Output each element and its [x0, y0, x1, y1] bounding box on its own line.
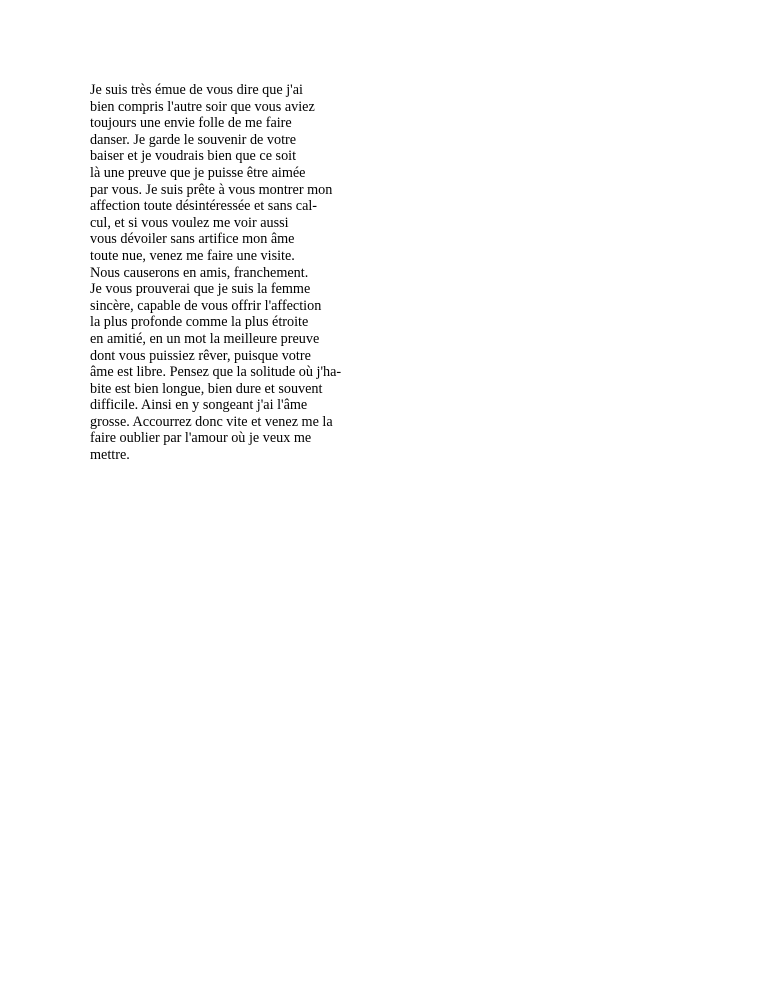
- text-line: faire oublier par l'amour où je veux me: [90, 430, 312, 447]
- text-line: bite est bien longue, bien dure et souvent: [90, 380, 323, 397]
- text-line: toujours une envie folle de me faire: [90, 115, 292, 132]
- text-line: grosse. Accourrez donc vite et venez me la: [90, 413, 333, 430]
- text-line: sincère, capable de vous offrir l'affection: [90, 297, 322, 314]
- text-line: par vous. Je suis prête à vous montrer mon: [90, 181, 333, 198]
- text-line: affection toute désintéressée et sans cal-: [90, 198, 318, 215]
- text-line: cul, et si vous voulez me voir aussi: [90, 214, 289, 231]
- text-line: la plus profonde comme la plus étroite: [90, 314, 309, 331]
- text-line: bien compris l'autre soir que vous aviez: [90, 98, 315, 115]
- text-line: difficile. Ainsi en y songeant j'ai l'âme: [90, 397, 308, 414]
- letter-text: [90, 82, 390, 464]
- text-line: Je suis très émue de vous dire que j'ai: [90, 82, 303, 98]
- text-line: Nous causerons en amis, franchement.: [90, 264, 309, 281]
- text-line: baiser et je voudrais bien que ce soit: [90, 148, 297, 165]
- text-line: âme est libre. Pensez que la solitude où j'ha-: [90, 364, 342, 381]
- text-line: là une preuve que je puisse être aimée: [90, 164, 306, 181]
- text-line: danser. Je garde le souvenir de votre: [90, 131, 297, 148]
- text-line: mettre.: [90, 447, 130, 464]
- text-line: en amitié, en un mot la meilleure preuve: [90, 330, 320, 347]
- text-line: dont vous puissiez rêver, puisque votre: [90, 347, 311, 364]
- text-line: Je vous prouverai que je suis la femme: [90, 281, 311, 298]
- text-line: vous dévoiler sans artifice mon âme: [90, 231, 295, 248]
- text-line: toute nue, venez me faire une visite.: [90, 247, 295, 264]
